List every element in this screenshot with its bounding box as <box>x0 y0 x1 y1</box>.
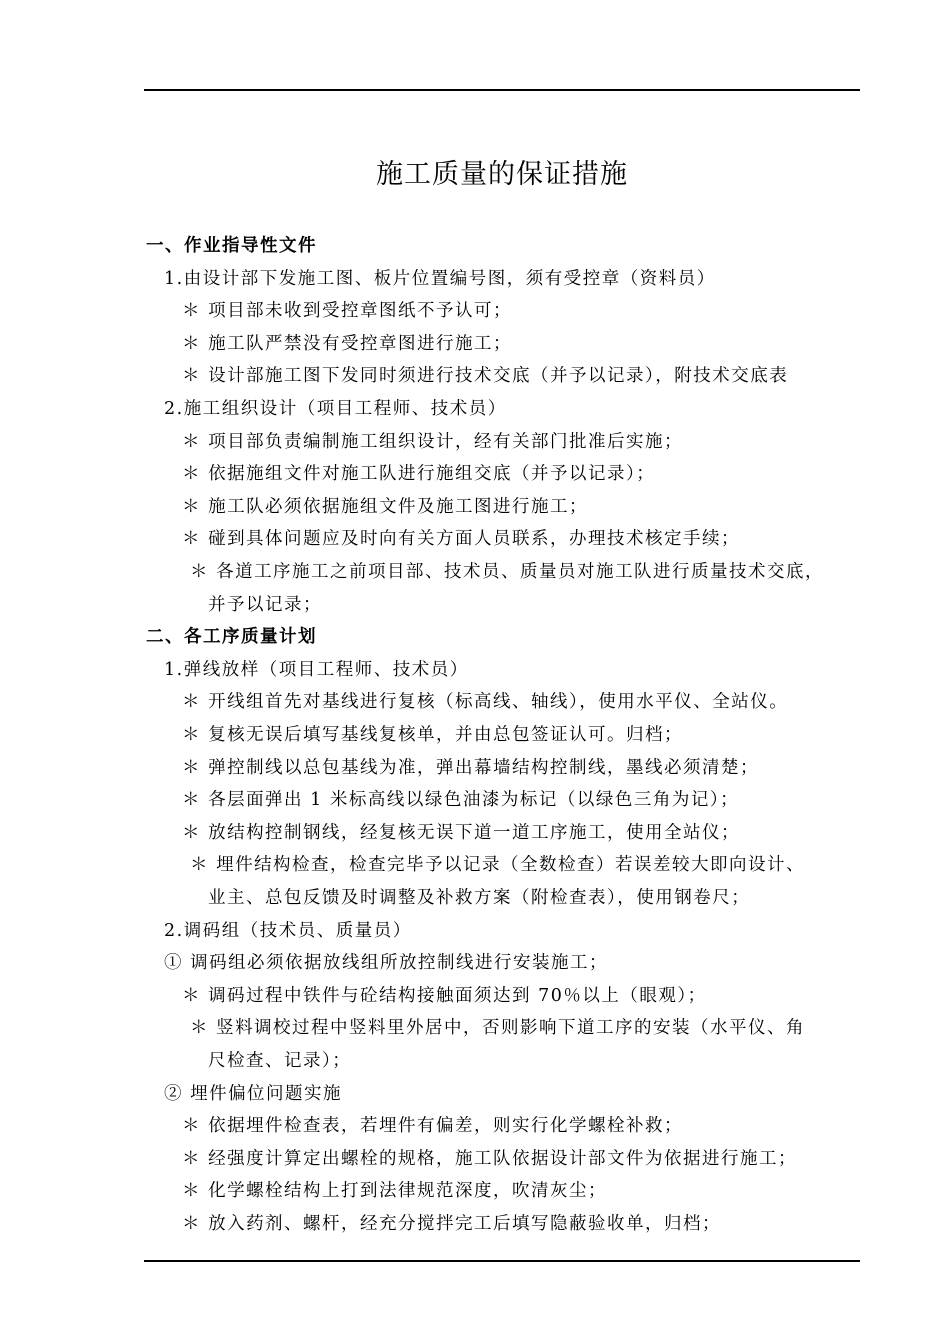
bullet-item: ＊ 项目部未收到受控章图纸不予认可； <box>182 301 513 322</box>
continuation-line: 业主、总包反馈及时调整及补救方案（附检查表），使用钢卷尺； <box>208 888 751 908</box>
numbered-item: 2.施工组织设计（项目工程师、技术员） <box>164 399 507 419</box>
bullet-item: ＊ 项目部负责编制施工组织设计，经有关部门批准后实施； <box>182 431 684 452</box>
header-rule <box>144 89 860 91</box>
continuation-line: 尺检查、记录）； <box>208 1051 352 1071</box>
continuation-line: 并予以记录； <box>208 594 322 615</box>
numbered-item: ① 调码组必须依据放线组所放控制线进行安装施工； <box>164 953 609 974</box>
bullet-item: ＊ 各道工序施工之前项目部、技术员、质量员对施工队进行质量技术交底， <box>190 562 825 582</box>
bullet-item: ＊ 各层面弹出 1 米标高线以绿色油漆为标记（以绿色三角为记）； <box>182 790 740 811</box>
bullet-item: ＊ 放入药剂、螺杆，经充分搅拌完工后填写隐蔽验收单，归档； <box>182 1214 722 1234</box>
bullet-item: ＊ 施工队必须依据施组文件及施工图进行施工； <box>182 496 589 517</box>
section-heading: 二、各工序质量计划 <box>146 627 317 648</box>
bullet-item: ＊ 复核无误后填写基线复核单，并由总包签证认可。归档； <box>182 725 684 745</box>
numbered-item: 1.弹线放样（项目工程师、技术员） <box>164 659 469 680</box>
bullet-item: ＊ 碰到具体问题应及时向有关方面人员联系，办理技术核定手续； <box>182 529 741 550</box>
footer-rule <box>144 1260 860 1262</box>
bullet-item: ＊ 依据施组文件对施工队进行施组交底（并予以记录）； <box>182 464 656 485</box>
bullet-item: ＊ 依据埋件检查表，若埋件有偏差，则实行化学螺栓补救； <box>182 1116 684 1137</box>
numbered-item: ② 埋件偏位问题实施 <box>164 1083 343 1104</box>
bullet-item: ＊ 化学螺栓结构上打到法律规范深度，吹清灰尘； <box>182 1181 608 1202</box>
bullet-item: ＊ 经强度计算定出螺栓的规格，施工队依据设计部文件为依据进行施工； <box>182 1148 798 1169</box>
bullet-item: ＊ 设计部施工图下发同时须进行技术交底（并予以记录），附技术交底表 <box>182 366 789 387</box>
bullet-item: ＊ 施工队严禁没有受控章图进行施工； <box>182 333 513 354</box>
bullet-item: ＊ 开线组首先对基线进行复核（标高线、轴线），使用水平仪、全站仪。 <box>182 692 789 713</box>
bullet-item: ＊ 调码过程中铁件与砼结构接触面须达到 70％以上（眼观）； <box>182 985 707 1006</box>
bullet-item: ＊ 弹控制线以总包基线为准，弹出幕墙结构控制线，墨线必须清楚； <box>182 757 760 778</box>
bullet-item: ＊ 埋件结构检查，检查完毕予以记录（全数检查）若误差较大即向设计、 <box>190 855 806 876</box>
bullet-item: ＊ 放结构控制钢线，经复核无误下道一道工序施工，使用全站仪； <box>182 822 741 843</box>
numbered-item: 2.调码组（技术员、质量员） <box>164 920 412 941</box>
bullet-item: ＊ 竖料调校过程中竖料里外居中，否则影响下道工序的安装（水平仪、角 <box>190 1018 806 1039</box>
page-title: 施工质量的保证措施 <box>376 159 628 190</box>
numbered-item: 1.由设计部下发施工图、板片位置编号图，须有受控章（资料员） <box>164 268 716 289</box>
section-heading: 一、作业指导性文件 <box>146 236 317 256</box>
